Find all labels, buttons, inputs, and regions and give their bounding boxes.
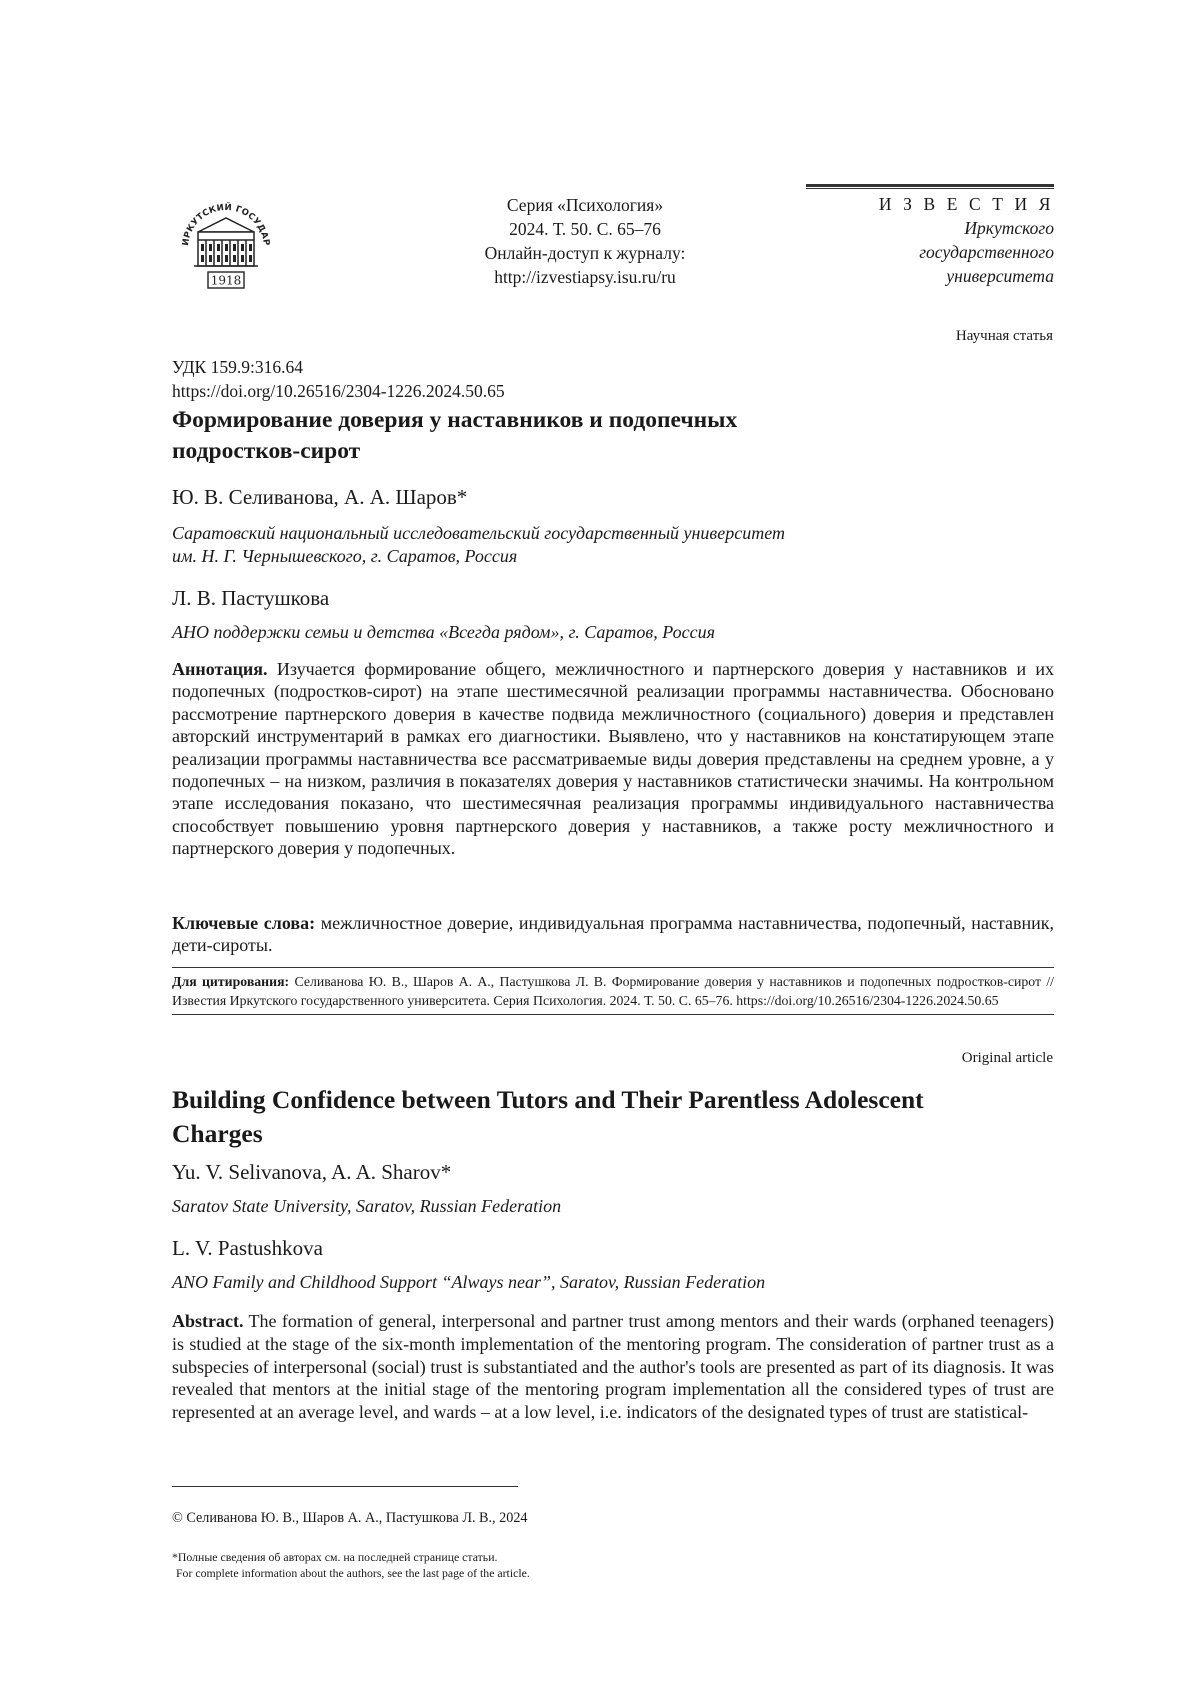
- university-seal-icon: [172, 188, 280, 300]
- affiliation-ru: [172, 522, 1052, 568]
- udk-doi-block: [172, 355, 505, 403]
- affiliation-en: Saratov State University, Saratov, Russian Federation: [172, 1196, 562, 1216]
- citation-label: Для цитирования:: [172, 974, 290, 989]
- article-title-en: [172, 1083, 1052, 1151]
- affiliation-ru-line-1: Саратовский национальный исследовательский государственный университет: [172, 523, 785, 543]
- title-ru-line-2: подростков-сирот: [172, 438, 361, 464]
- keywords-ru: [172, 912, 1054, 957]
- author3-ru: Л. В. Пастушкова: [172, 586, 330, 610]
- online-access-label: Онлайн-доступ к журналу:: [484, 243, 686, 263]
- abstract-ru-text: Изучается формирование общего, межличностного и партнерского доверия у наставников и их подопечных (подростков-сирот) на этапе шестимесячной реализации программы наставничества. Обосновано рассмотрение партнерского доверия в качестве подвида межличностного (социального) доверия и представлен авторский инструментарий в рамках его диагностики. Выявлено, что у наставников на констатирующем этапе реализации программы наставничества все рассматриваемые виды доверия представлены на среднем уровне, а у подопечных – на низком, различия в показателях доверия у наставников статистически значимы. На контрольном этапе исследования показано, что шестимесячная реализация программы индивидуального наставничества способствует повышению уровня партнерского доверия у наставников, а также росту межличностного и партнерского доверия у подопечных.: [172, 659, 1054, 859]
- abstract-en: [172, 1310, 1054, 1424]
- abstract-ru: [172, 658, 1054, 860]
- affiliation-ru-line-2: им. Н. Г. Чернышевского, г. Саратов, Россия: [172, 546, 518, 566]
- authors-ru: Ю. В. Селиванова, А. А. Шаров*: [172, 485, 468, 509]
- masthead-rule-thin: [806, 188, 1054, 189]
- masthead-rule-thick: [806, 184, 1054, 187]
- article-type-en: Original article: [961, 1050, 1053, 1066]
- title-en-line-1: Building Confidence between Tutors and Their Parentless Adolescent: [172, 1085, 924, 1114]
- university-line-3: университета: [946, 266, 1054, 286]
- abstract-ru-label: Аннотация.: [172, 659, 268, 679]
- affiliation3-ru: АНО поддержки семьи и детства «Всегда рядом», г. Саратов, Россия: [172, 622, 715, 642]
- footnote-rule: [172, 1486, 518, 1487]
- journal-masthead: [806, 188, 1054, 288]
- keywords-ru-text: межличностное доверие, индивидуальная программа наставничества, подопечный, наставник, дети-сироты.: [172, 913, 1055, 956]
- series-info: [420, 193, 750, 289]
- series-title: Серия «Психология»: [506, 195, 664, 215]
- doi-link[interactable]: https://doi.org/10.26516/2304-1226.2024.50.65: [172, 381, 505, 401]
- author-info-footnote: [172, 1549, 530, 1581]
- abstract-en-label: Abstract.: [172, 1311, 244, 1331]
- udk-code: УДК 159.9:316.64: [172, 357, 303, 377]
- footnote-ru: *Полные сведения об авторах см. на последней странице статьи.: [172, 1550, 498, 1564]
- copyright-notice: © Селиванова Ю. В., Шаров А. А., Пастушкова Л. В., 2024: [172, 1510, 528, 1526]
- article-title-ru: [172, 405, 1032, 467]
- footnote-en: For complete information about the authors, see the last page of the article.: [176, 1566, 530, 1580]
- title-ru-line-1: Формирование доверия у наставников и подопечных: [172, 407, 738, 433]
- university-line-2: государственного: [919, 242, 1054, 262]
- authors-en: Yu. V. Selivanova, A. A. Sharov*: [172, 1160, 452, 1184]
- title-en-line-2: Charges: [172, 1119, 263, 1148]
- citation-text: Селиванова Ю. В., Шаров А. А., Пастушкова Л. В. Формирование доверия у наставников и подопечных подростков-сирот // Известия Иркутского государственного университета. Серия Психология. 2024. Т. 50. С. 65–76. https://doi.org/10.26516/2304-1226.2024.50.65: [172, 974, 1055, 1008]
- affiliation3-en: ANO Family and Childhood Support “Always near”, Saratov, Russian Federation: [172, 1272, 766, 1292]
- article-type-ru: Научная статья: [955, 328, 1053, 344]
- keywords-ru-label: Ключевые слова:: [172, 913, 316, 933]
- journal-url[interactable]: http://izvestiapsy.isu.ru/ru: [494, 267, 676, 287]
- journal-name: И З В Е С Т И Я: [878, 194, 1054, 214]
- seal-year: 1918: [210, 273, 242, 288]
- volume-pages: 2024. Т. 50. С. 65–76: [509, 219, 661, 239]
- citation-box: [172, 967, 1054, 1015]
- author3-en: L. V. Pastushkova: [172, 1236, 323, 1260]
- university-line-1: Иркутского: [964, 218, 1054, 238]
- seal-text: ИРКУТСКИЙ ГОСУДАР: [180, 202, 272, 247]
- abstract-en-text: The formation of general, interpersonal and partner trust among mentors and their wards (orphaned teenagers) is studied at the stage of the six-month implementation of the mentoring program. The consideration of partner trust as a subspecies of interpersonal (social) trust is substantiated and the author's tools are presented as part of its diagnosis. It was revealed that mentors at the initial stage of the mentoring program implementation all the considered types of trust are represented at an average level, and wards – at a low level, i.e. indicators of the designated types of trust are statistical-: [172, 1311, 1054, 1423]
